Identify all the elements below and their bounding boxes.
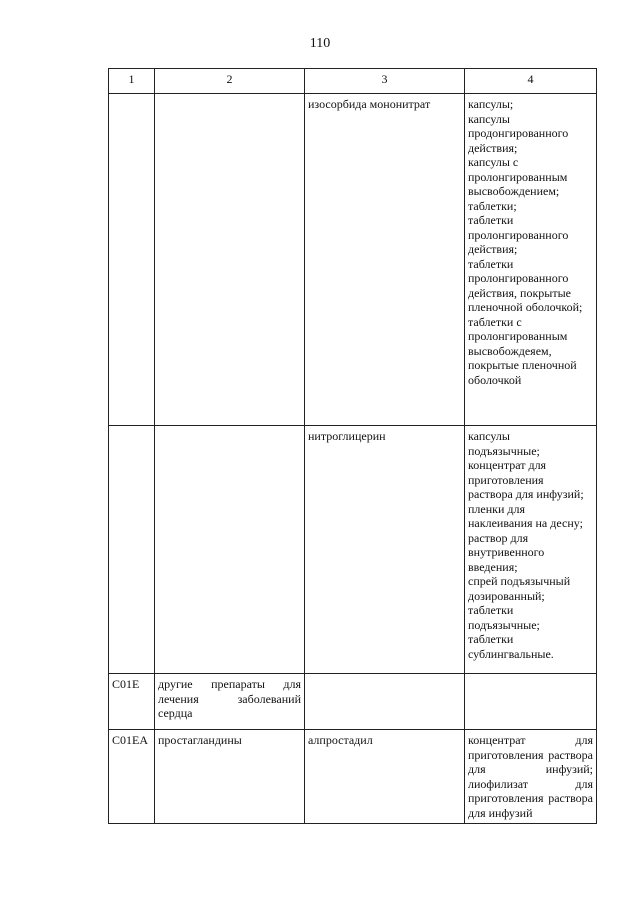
group-cell: простагландины [155,730,305,824]
drug-table [108,68,597,824]
group-cell [155,94,305,426]
table-row [109,730,597,824]
code-cell: C01EA [109,730,155,824]
table-row [109,94,597,426]
code-cell: C01E [109,674,155,730]
substance-cell: нитроглицерин [305,426,465,674]
code-cell [109,426,155,674]
group-cell: другие препараты для лечения заболеваний сердца [155,674,305,730]
page-number: 110 [309,36,331,51]
group-cell [155,426,305,674]
table-row [109,674,597,730]
dosage-forms-cell [465,674,597,730]
header-cell-1: 1 [109,69,155,94]
header-cell-2: 2 [155,69,305,94]
header-cell-4: 4 [465,69,597,94]
substance-cell: алпростадил [305,730,465,824]
dosage-forms-cell: капсулы; капсулы продонгированного действия; капсулы с пролонгированным высвобождением; таблетки; таблетки пролонгированного действия; таблетки пролонгированного действия, покрытые пленочной оболочкой; таблетки с пролонгированным высвобождеяем, покрытые пленочной оболочкой [465,94,597,426]
header-cell-3: 3 [305,69,465,94]
dosage-forms-cell: капсулы подъязычные; концентрат для приготовления раствора для инфузий; пленки для наклеивания на десну; раствор для внутривенного введения; спрей подъязычный дозированный; таблетки подъязычные; таблетки сублингвальные. [465,426,597,674]
table-header-row [109,69,597,94]
substance-cell: изосорбида мононитрат [305,94,465,426]
dosage-forms-cell: концентрат для приготовления раствора для инфузий; лиофилизат для приготовления раствора для инфузий [465,730,597,824]
table-row [109,426,597,674]
code-cell [109,94,155,426]
substance-cell [305,674,465,730]
